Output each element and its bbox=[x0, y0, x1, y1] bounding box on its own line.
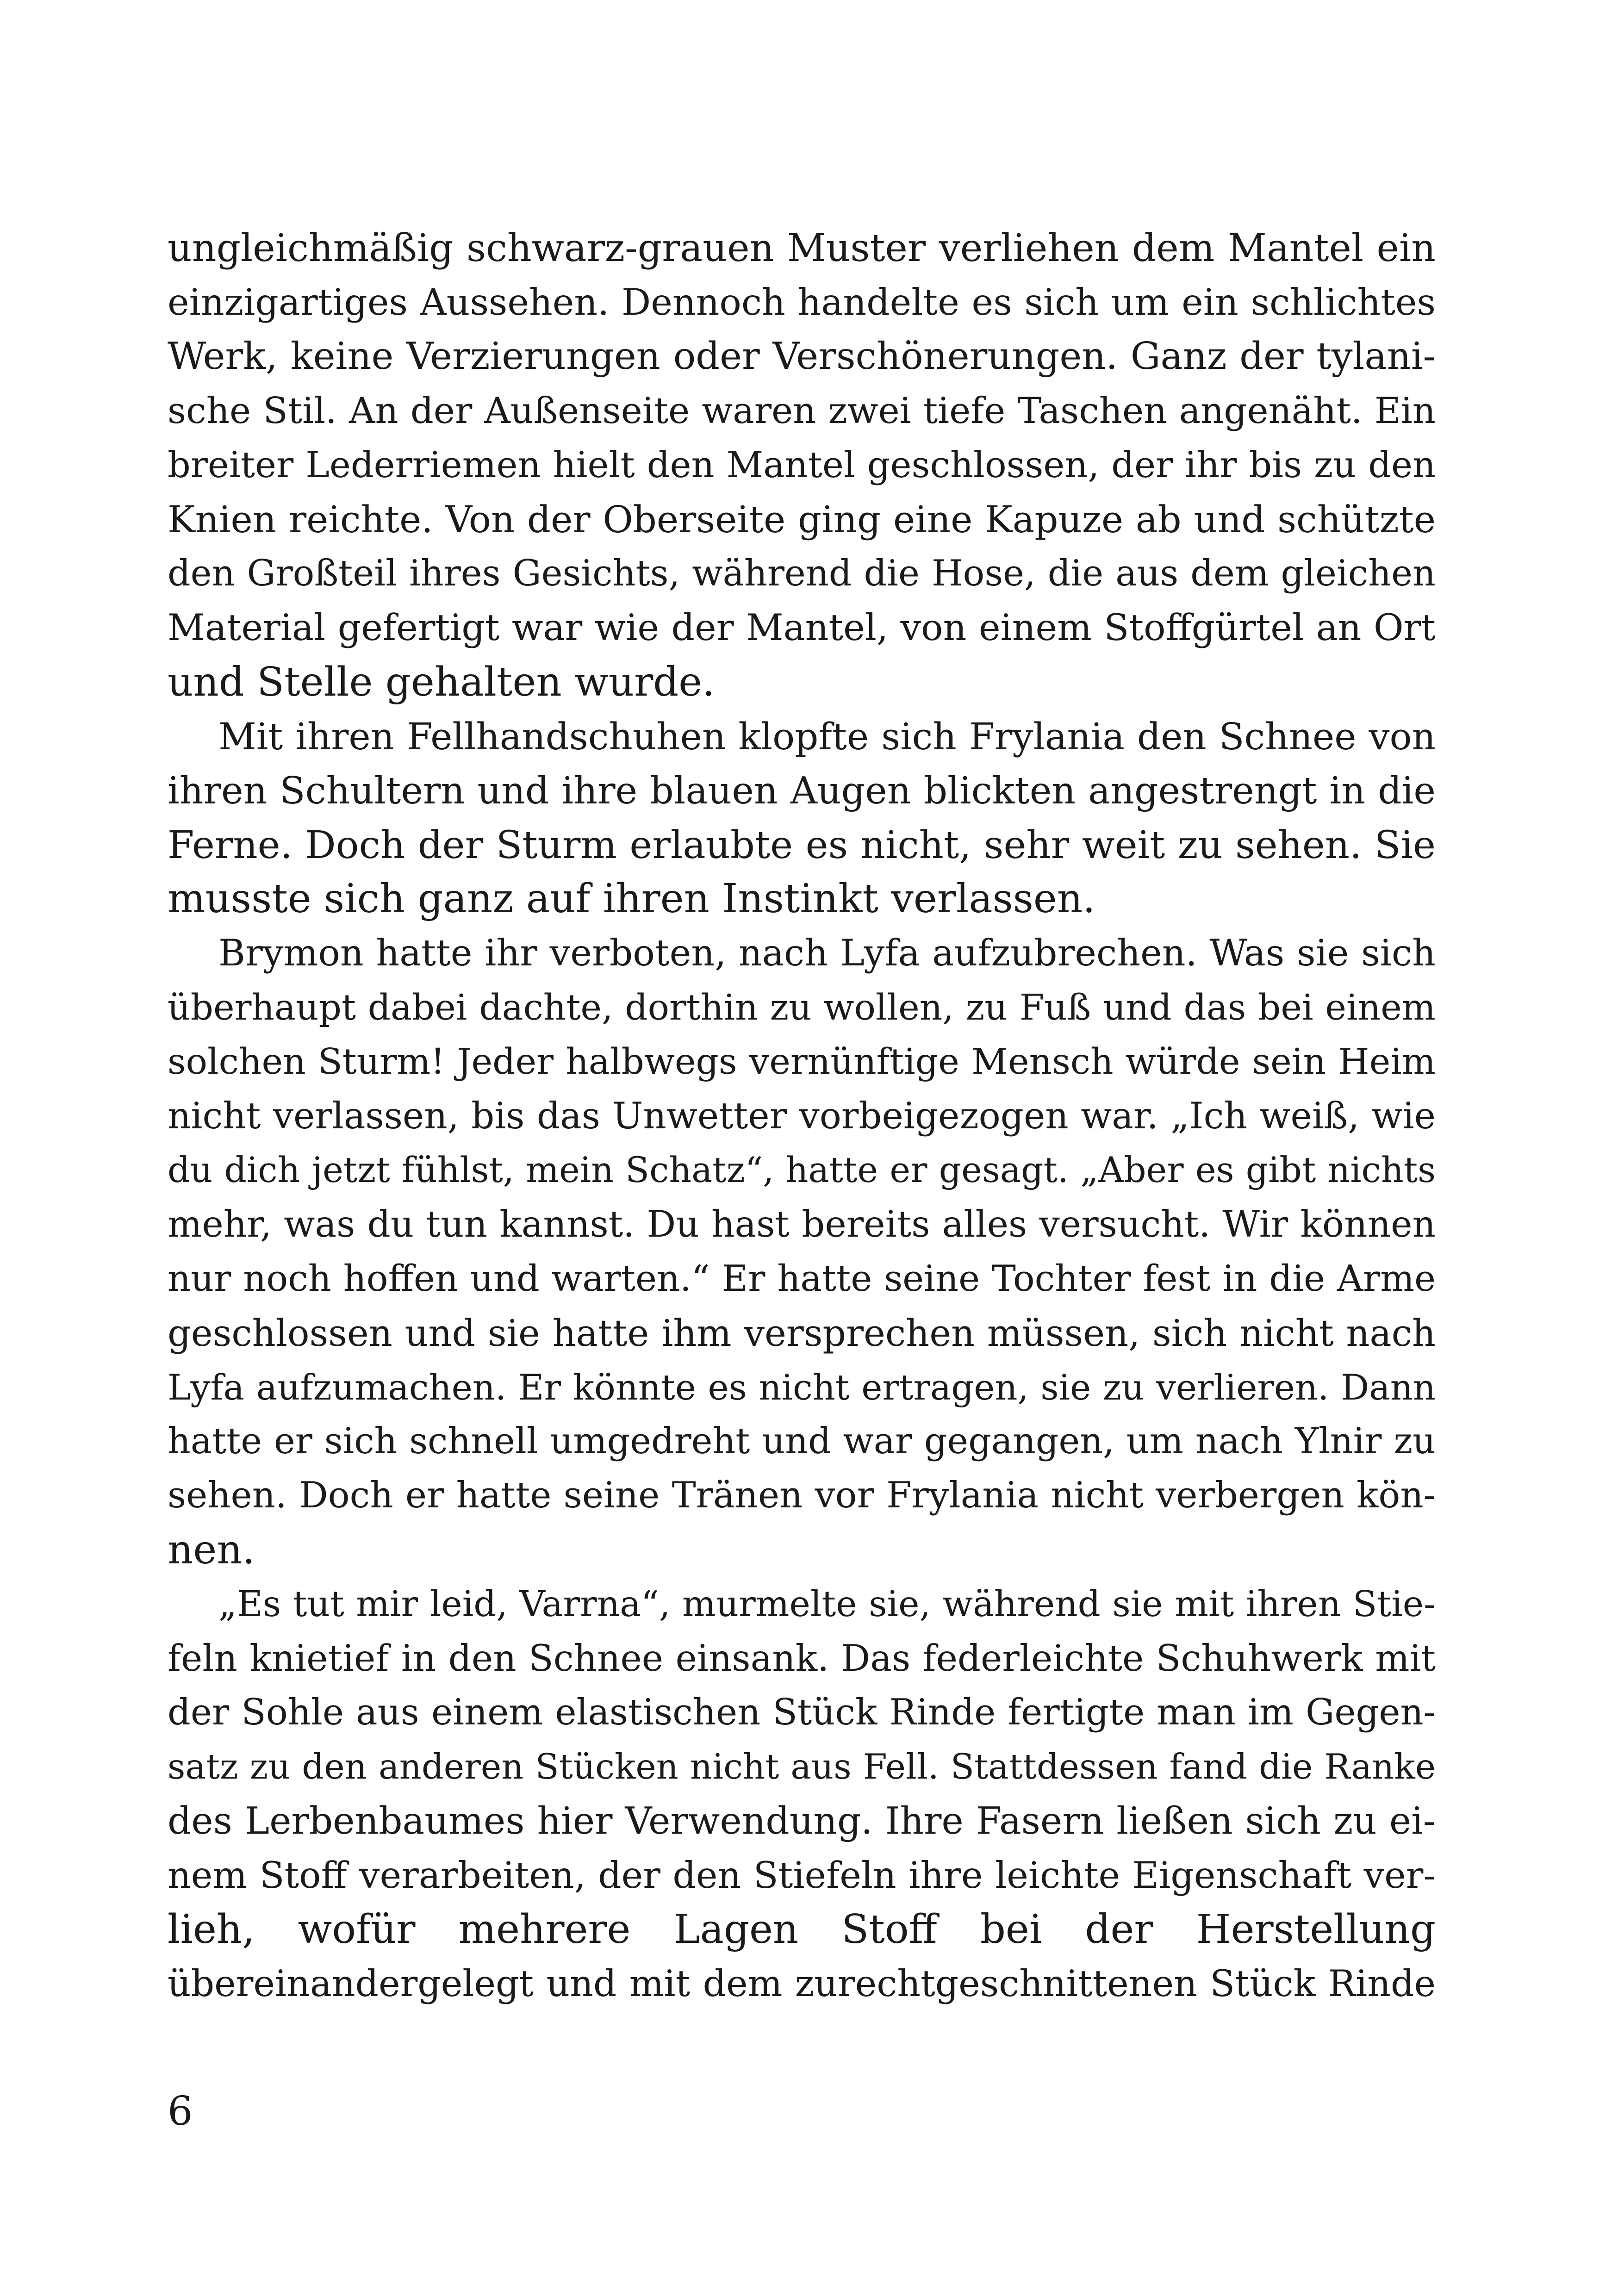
text-line: Werk, keine Verzierungen oder Verschönerungen. Ganz der tylani- bbox=[168, 335, 1436, 379]
text-line: lieh, wofür mehrere Lagen Stoff bei der Herstellung bbox=[168, 1906, 1436, 1953]
text-line: nicht verlassen, bis das Unwetter vorbeigezogen war. „Ich weiß, wie bbox=[168, 1095, 1436, 1137]
text-line: „Es tut mir leid, Varrna“, murmelte sie, während sie mit ihren Stie- bbox=[218, 1583, 1436, 1625]
text-line: satz zu den anderen Stücken nicht aus Fell. Stattdessen fand die Ranke bbox=[168, 1747, 1436, 1787]
text-line: nur noch hoffen und warten.“ Er hatte seine Tochter fest in die Arme bbox=[168, 1257, 1436, 1300]
text-line: nen. bbox=[168, 1526, 255, 1573]
text-line: übereinandergelegt und mit dem zurechtgeschnittenen Stück Rinde bbox=[168, 1962, 1436, 2005]
text-line: den Großteil ihres Gesichts, während die Hose, die aus dem gleichen bbox=[168, 553, 1436, 595]
text-line: Knien reichte. Von der Oberseite ging eine Kapuze ab und schützte bbox=[168, 498, 1436, 541]
text-line: geschlossen und sie hatte ihm versprechen müssen, sich nicht nach bbox=[168, 1311, 1436, 1355]
text-line: sche Stil. An der Außenseite waren zwei tiefe Taschen angenäht. Ein bbox=[168, 390, 1436, 432]
text-line: Material gefertigt war wie der Mantel, von einem Stoffgürtel an Ort bbox=[168, 606, 1436, 649]
text-line: hatte er sich schnell umgedreht und war gegangen, um nach Ylnir zu bbox=[168, 1420, 1436, 1462]
text-line: überhaupt dabei dachte, dorthin zu wollen, zu Fuß und das bei einem bbox=[168, 986, 1436, 1028]
text-line: mehr, was du tun kannst. Du hast bereits alles versucht. Wir können bbox=[168, 1203, 1436, 1246]
text-line: ihren Schultern und ihre blauen Augen blickten angestrengt in die bbox=[168, 768, 1436, 812]
text-line: Brymon hatte ihr verboten, nach Lyfa aufzubrechen. Was sie sich bbox=[218, 932, 1436, 975]
text-line: und Stelle gehalten wurde. bbox=[168, 659, 715, 705]
text-line: Ferne. Doch der Sturm erlaubte es nicht, sehr weit zu sehen. Sie bbox=[168, 822, 1436, 868]
text-line: Lyfa aufzumachen. Er könnte es nicht ertragen, sie zu verlieren. Dann bbox=[168, 1366, 1436, 1408]
text-line: solchen Sturm! Jeder halbwegs vernünftige Mensch würde sein Heim bbox=[168, 1040, 1436, 1083]
text-line: sehen. Doch er hatte seine Tränen vor Frylania nicht verbergen kön- bbox=[168, 1475, 1436, 1517]
text-line: musste sich ganz auf ihren Instinkt verlassen. bbox=[168, 876, 1095, 922]
text-line: einzigartiges Aussehen. Dennoch handelte es sich um ein schlichtes bbox=[168, 281, 1436, 324]
text-line: feln knietief in den Schnee einsank. Das federleichte Schuhwerk mit bbox=[168, 1637, 1436, 1680]
text-line: des Lerbenbaumes hier Verwendung. Ihre Fasern ließen sich zu ei- bbox=[168, 1799, 1436, 1843]
text-line: der Sohle aus einem elastischen Stück Rinde fertigte man im Gegen- bbox=[168, 1692, 1436, 1734]
body-text bbox=[168, 221, 1436, 2011]
text-line: nem Stoff verarbeiten, der den Stiefeln ihre leichte Eigenschaft ver- bbox=[168, 1854, 1436, 1897]
text-line: Mit ihren Fellhandschuhen klopfte sich Frylania den Schnee von bbox=[218, 715, 1436, 758]
text-line: ungleichmäßig schwarz-grauen Muster verliehen dem Mantel ein bbox=[168, 226, 1436, 270]
page-number: 6 bbox=[168, 2088, 193, 2134]
text-line: du dich jetzt fühlst, mein Schatz“, hatte er gesagt. „Aber es gibt nichts bbox=[168, 1150, 1436, 1191]
text-line: breiter Lederriemen hielt den Mantel geschlossen, der ihr bis zu den bbox=[168, 444, 1436, 486]
